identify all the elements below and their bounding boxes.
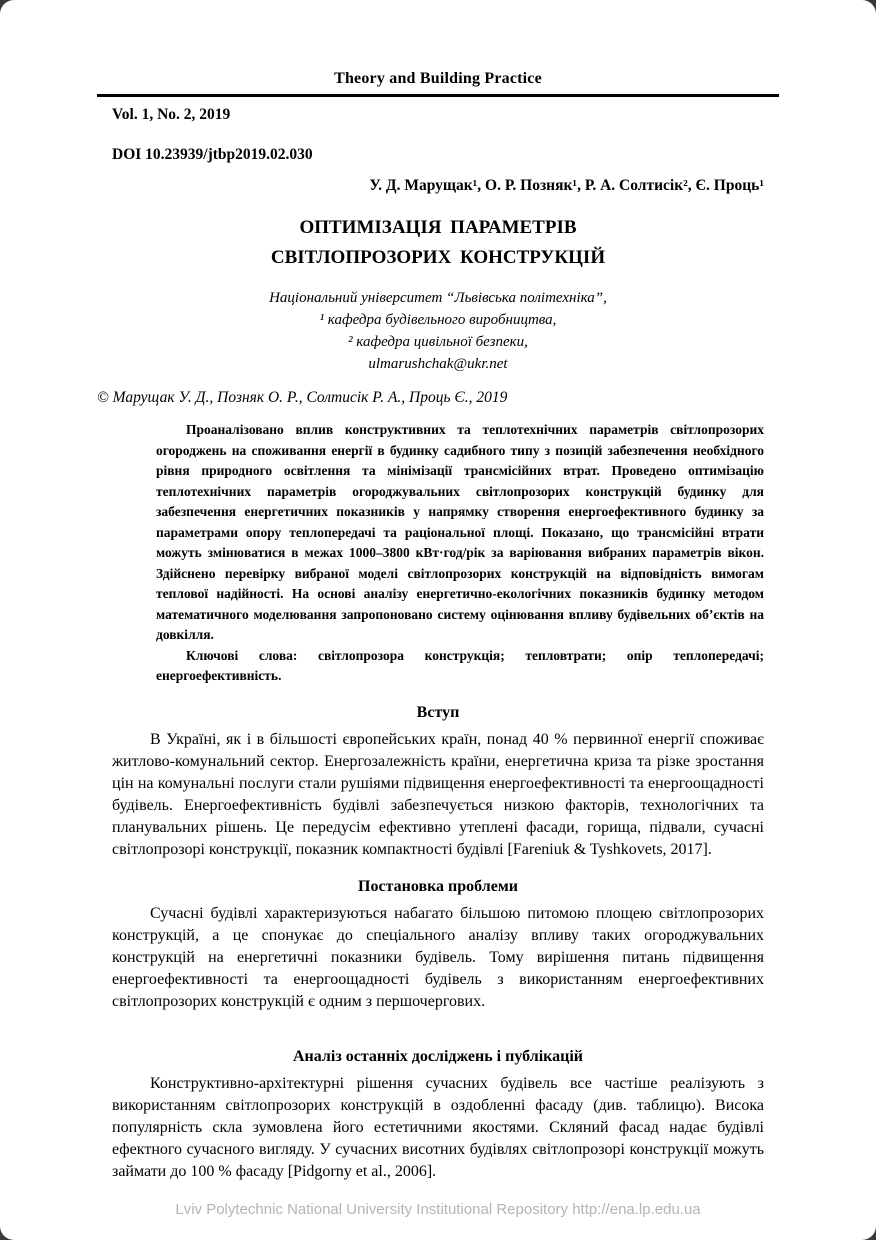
section-heading-problem: Постановка проблеми [358,877,518,895]
affiliation-university: Національний університет “Львівська політехніка”, [269,290,607,306]
paper-title-line-1: ОПТИМІЗАЦІЯ ПАРАМЕТРІВ [299,217,577,238]
header-divider [97,94,779,97]
section-heading-intro: Вступ [416,703,460,721]
volume-issue-line: Vol. 1, No. 2, 2019 [112,106,231,123]
journal-header-title: Theory and Building Practice [334,70,542,87]
paper-title-line-2: СВІТЛОПРОЗОРИХ КОНСТРУКЦІЙ [270,247,606,268]
section-paragraph-intro: В Україні, як і в більшості європейських країн, понад 40 % первинної енергії споживає житлово-комунальний сектор. Енергозалежність країни, енергетична криза та різке зростання цін на комунальні послуги стали рушіями підвищення енергоефективності та енергоощадності будівель. Енергоефективність будівлі забезпечується низкою факторів, технологічних та планувальних рішень. Це передусім ефективно утеплені фасади, горища, підвали, сучасні світлопрозорі конструкції, показник компактності будівлі [Fareniuk & Tyshkovets, 2017]. [112,730,764,858]
repository-footer-line: Lviv Polytechnic National University Institutional Repository http://ena.lp.edu.ua [175,1201,701,1218]
section-heading-analysis: Аналіз останніх досліджень і публікацій [292,1047,584,1065]
abstract-paragraph: Проаналізовано вплив конструктивних та теплотехнічних параметрів світлопрозорих огороджень на споживання енергії в будинку садибного типу з позицій забезпечення необхідного рівня природного освітлення та мінімізації трансмісійних втрат. Проведено оптимізацію теплотехнічних параметрів огороджувальних світлопрозорих конструкцій будинку для забезпечення енергетичних показників у напрямку створення енергоефективного будинку за параметрами опору теплопередачі та раціональної площі. Показано, що трансмісійні втрати можуть змінюватися в межах 1000–3800 кВт·год/рік за варіювання вибраних параметрів вікон. Здійснено перевірку вибраної моделі світлопрозорих конструкцій на відповідність вимогам теплової надійності. На основі аналізу енергетично-екологічних показників будинку методом математичного моделювання запропоновано систему оцінювання впливу будівельних об’єктів на довкілля. [156,422,764,642]
affiliation-block [112,287,764,375]
keywords-paragraph: Ключові слова: світлопрозора конструкція; тепловтрати; опір теплопередачі; енергоефективність. [156,647,764,683]
affiliation-department-2: ² кафедра цивільної безпеки, [348,334,528,350]
copyright-line: © Марущак У. Д., Позняк О. Р., Солтисік Р. А., Проць Є., 2019 [97,389,508,406]
authors-line: У. Д. Марущак¹, О. Р. Позняк¹, Р. А. Солтисік², Є. Проць¹ [369,177,764,194]
affiliation-email: ulmarushchak@ukr.net [368,356,508,372]
doi-line: DOI 10.23939/jtbp2019.02.030 [112,146,313,163]
section-paragraph-problem: Сучасні будівлі характеризуються набагато більшою питомою площею світлопрозорих конструкцій, а це спонукає до спеціального аналізу впливу таких огороджувальних конструкцій на енергетичні показники будівель. Тому вирішення питань підвищення енергоефективності та енергоощадності будівель з використанням енергоефективних світлопрозорих конструкцій є одним з першочергових. [112,904,764,1010]
abstract-block [156,420,764,687]
section-paragraph-analysis: Конструктивно-архітектурні рішення сучасних будівель все частіше реалізують з використанням світлопрозорих конструкцій в оздобленні фасаду (див. таблицю). Висока популярність скла зумовлена його естетичними якостями. Скляний фасад надає будівлі ефектного сучасного вигляду. У сучасних висотних будівлях світлопрозорі конструкції можуть займати до 100 % фасаду [Pidgorny et al., 2006]. [112,1074,764,1180]
paper-title [112,213,764,273]
affiliation-department-1: ¹ кафедра будівельного виробництва, [319,312,557,328]
